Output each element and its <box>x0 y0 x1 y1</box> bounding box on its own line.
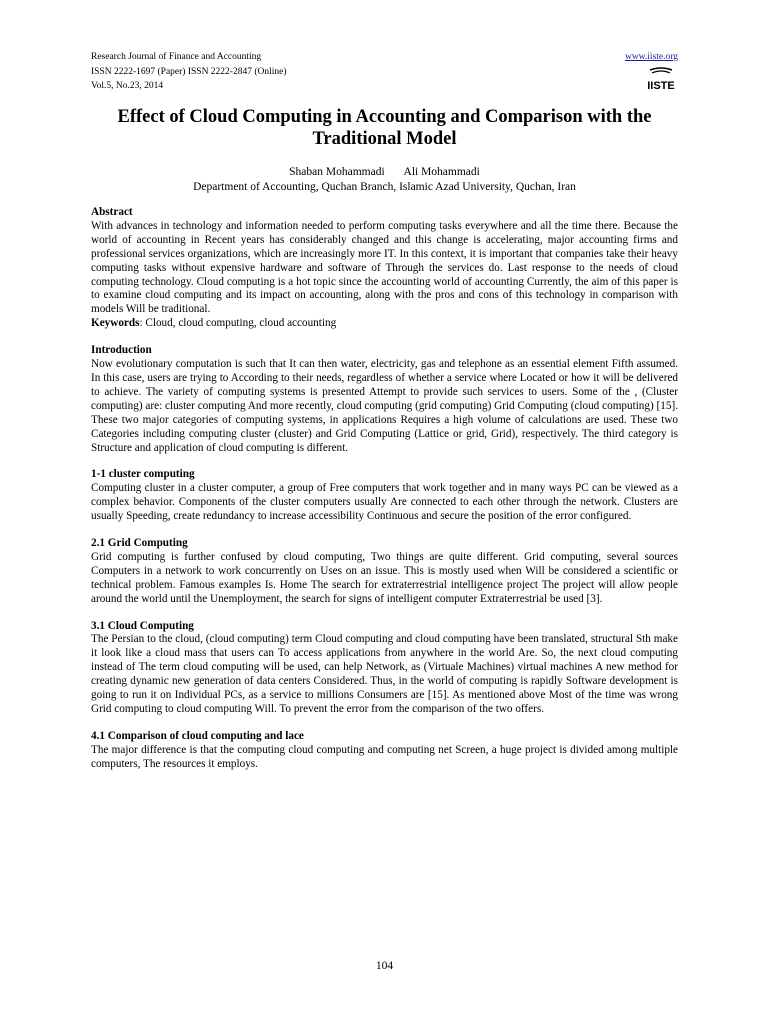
journal-volume: Vol.5, No.23, 2014 <box>91 81 164 91</box>
keywords-line <box>91 317 678 331</box>
author-name: Ali Mohammadi <box>403 166 480 178</box>
section-heading: 1-1 cluster computing <box>91 468 195 481</box>
logo-text: IISTE <box>647 80 675 92</box>
iiste-logo <box>646 67 676 93</box>
journal-header <box>91 50 678 96</box>
journal-url-link[interactable]: www.iiste.org <box>624 52 678 62</box>
abstract-heading: Abstract <box>91 206 133 218</box>
author-list <box>91 165 678 180</box>
section-text: The major difference is that the computing cloud computing and computing net Screen, a huge project is divided among multiple computers, The resources it employs. <box>91 743 678 770</box>
paper-body <box>91 206 678 772</box>
section-heading: 2.1 Grid Computing <box>91 537 188 550</box>
page-number: 104 <box>375 960 394 972</box>
section-text: Grid computing is further confused by cloud computing, Two things are quite different. Grid computing, several sources Computers in a network to work concurrently on Uses on an issue. This is mostly used when Will be considered a scientific or technical problem. Famous examples Is. Home The search for extraterrestrial intelligence project The project will allow people around the world until the Unemployment, the search for signs of intelligent computer Extraterrestrial be used [3]. <box>91 550 678 605</box>
paper-page <box>91 0 678 1024</box>
section-text: Now evolutionary computation is such that It can then water, electricity, gas and telephone as an essential element Fifth assumed. In this case, users are trying to According to their needs, regardless of whether a service where Located or how it will be delivered to achieve. The variety of computing systems is presented Attempt to provide such services to users. Some of the , (Cluster computing) are: cluster computing And more recently, cloud computing (grid computing) Grid Computing (cloud computing) [15]. These two major categories of computing systems, in applications Requires a high volume of calculations are used. These two Categories including computing cluster (cluster) and Grid Computing (Lattice or grid, Grid), respectively. The third category is Structure and application of cloud computing is different. <box>91 358 678 454</box>
section-text: Computing cluster in a cluster computer, a group of Free computers that work together and in many ways PC can be viewed as a complex behavior. Components of the cluster computers usually Are connected to each other through the network. Clusters are usually Speeding, create redundancy to increase accessibility Continuous and secure the position of the error configured. <box>91 482 678 523</box>
section-heading: 3.1 Cloud Computing <box>91 619 194 632</box>
abstract-text: With advances in technology and information needed to perform computing tasks everywhere and all the time there. Because the world of accounting in Recent years has considerably changed and this change is accelerating, major accounting firms and professional services organizations, which are increasingly more IT. In this context, it is important that companies take their heavy computing tasks without expensive hardware and software of Through the services do. Last response to the needs of cloud computing technology. Cloud computing is a hot topic since the accounting world of accounting Currently, the aim of this paper is to examine cloud computing and its impact on accounting, along with the pros and cons of this technology in comparison with models Will be traditional. <box>91 219 678 316</box>
keywords-label: Keywords <box>91 317 140 330</box>
keywords-text: : Cloud, cloud computing, cloud accounting <box>139 317 337 330</box>
section-text: The Persian to the cloud, (cloud computing) term Cloud computing and cloud computing have been translated, structural Sth make it look like a cloud mass that users can To access applications from anywhere in the world Are. So, the next cloud computing instead of The term cloud computing will be used, can help Network, as (Virtuale Machines) virtual machines A new method for creating dynamic new generation of data centers Considered. Thus, in the world of computing is rapidly Software development is going to run it on Individual PCs, as a service to millions Consumers are [15]. As mentioned above Most of the time was wrong Grid computing to cloud computing Will. To prevent the error from the comparison of the two offers. <box>91 633 678 715</box>
author-affiliation: Department of Accounting, Quchan Branch, Islamic Azad University, Quchan, Iran <box>193 181 576 193</box>
section-heading: Introduction <box>91 344 152 357</box>
journal-name: Research Journal of Finance and Accounting <box>91 52 262 62</box>
section-heading: 4.1 Comparison of cloud computing and lace <box>91 729 304 742</box>
paper-title: Effect of Cloud Computing in Accounting and Comparison with the Traditional Model <box>117 107 652 149</box>
author-name: Shaban Mohammadi <box>289 166 385 178</box>
journal-issn: ISSN 2222-1697 (Paper) ISSN 2222-2847 (Online) <box>91 66 287 77</box>
